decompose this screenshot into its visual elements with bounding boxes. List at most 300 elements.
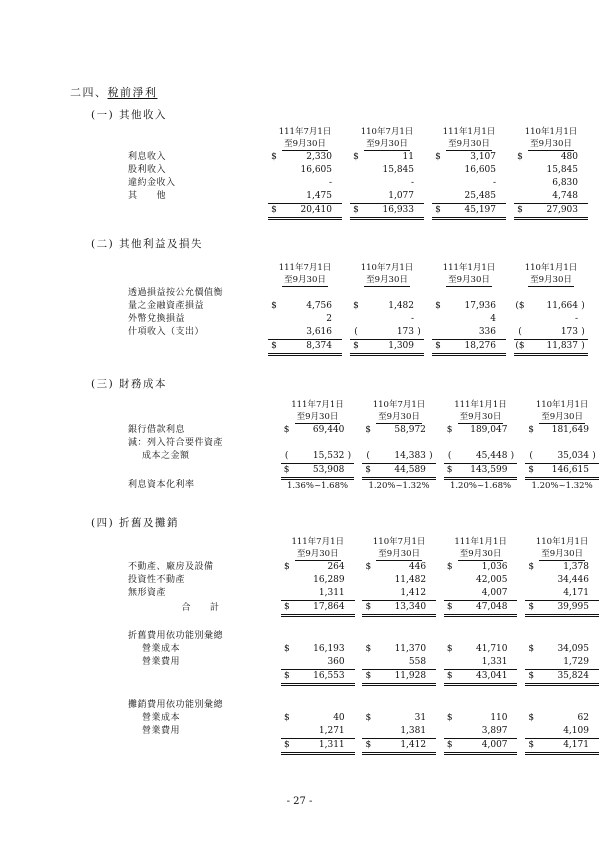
- closing-paren: [426, 656, 436, 670]
- subsection-title-depreciation-amortization: (四) 折舊及攤銷: [91, 517, 180, 529]
- column-spacer: [517, 411, 525, 424]
- closing-paren: [578, 313, 588, 326]
- column-spacer: [506, 151, 514, 164]
- closing-paren: [589, 424, 599, 437]
- closing-paren: [507, 464, 517, 479]
- amount-cell: 110: [490, 713, 508, 723]
- amount-cell: 13,340: [374, 601, 426, 616]
- closing-paren: [344, 437, 354, 450]
- column-header-text: 至9月30日: [378, 412, 420, 422]
- amount-cell: 2,330: [306, 152, 332, 162]
- row-label: 減：列入符合要件資產: [128, 438, 224, 448]
- column-header-text: 至9月30日: [459, 412, 502, 422]
- column-header: [514, 261, 588, 274]
- amount-cell: 69,440: [312, 425, 345, 435]
- currency-symbol: [268, 287, 280, 300]
- amount-cell: 1,271: [293, 725, 345, 739]
- currency-symbol: [281, 630, 293, 643]
- closing-paren: [589, 561, 599, 574]
- column-spacer: [424, 138, 432, 151]
- other-gains-losses-table: [124, 261, 588, 356]
- closing-paren: [496, 177, 506, 190]
- currency-symbol: $: [281, 670, 293, 685]
- column-spacer: [260, 274, 268, 287]
- closing-paren: [345, 587, 355, 601]
- closing-paren: [589, 712, 599, 725]
- currency-symbol: [432, 313, 444, 326]
- other-income-table: [124, 125, 588, 220]
- column-spacer: [517, 548, 525, 561]
- amount-cell: 15,845: [546, 165, 578, 175]
- amount-cell: 11: [402, 152, 414, 162]
- currency-symbol: [350, 313, 362, 326]
- amount-cell: 17,864: [293, 601, 345, 616]
- column-spacer: [260, 125, 268, 138]
- amount-cell: [362, 287, 414, 300]
- row-label: 量之金融資產損益: [128, 301, 205, 311]
- column-spacer: [424, 340, 432, 355]
- column-spacer: [260, 164, 268, 177]
- closing-paren: [508, 561, 518, 574]
- column-spacer: [436, 587, 444, 601]
- column-spacer: [517, 685, 525, 700]
- amount-cell: 1,311: [293, 587, 345, 601]
- closing-paren: [496, 287, 506, 300]
- amount-cell: 16,933: [362, 204, 414, 219]
- column-spacer: [355, 535, 363, 548]
- column-spacer: [273, 699, 281, 712]
- row-label: 違約金收入: [128, 178, 176, 188]
- closing-paren: [426, 739, 436, 754]
- closing-paren: [414, 204, 424, 219]
- closing-paren: [508, 656, 518, 670]
- column-header: [444, 398, 518, 411]
- closing-paren: [589, 739, 599, 754]
- amount-cell: 3,897: [456, 725, 508, 739]
- amount-cell: 6,830: [552, 178, 578, 188]
- column-spacer: [260, 300, 268, 313]
- currency-symbol: (: [362, 450, 374, 464]
- amount-cell: 189,047: [470, 425, 508, 435]
- amount-cell: 35,824: [537, 670, 589, 685]
- row-label: [124, 464, 273, 479]
- currency-symbol: $: [284, 644, 290, 654]
- currency-symbol: [362, 699, 374, 712]
- closing-paren: [345, 601, 355, 616]
- column-header-text: 110年1月1日: [535, 399, 589, 410]
- row-label: 投資性不動產: [128, 575, 186, 585]
- column-header-text: 111年7月1日: [278, 262, 332, 273]
- column-header: [444, 535, 518, 548]
- amount-cell: [444, 287, 496, 300]
- currency-symbol: $: [350, 340, 362, 355]
- amount-cell: 31: [414, 713, 427, 723]
- page-number: - 27 -: [286, 796, 313, 807]
- table-row: [124, 313, 588, 326]
- currency-symbol: $: [435, 152, 441, 162]
- closing-paren: [496, 313, 506, 326]
- table-header-row: [124, 411, 599, 424]
- column-spacer: [273, 574, 281, 587]
- currency-symbol: $: [284, 713, 290, 723]
- currency-symbol: $: [528, 425, 534, 435]
- table-row: [124, 699, 599, 712]
- currency-symbol: [444, 630, 456, 643]
- closing-paren: ): [589, 450, 599, 464]
- amount-cell: 11,482: [394, 575, 427, 585]
- header-spacer: [124, 261, 260, 274]
- currency-symbol: $: [271, 301, 277, 311]
- column-spacer: [355, 725, 363, 739]
- row-label: 營業費用: [142, 657, 181, 668]
- column-spacer: [273, 535, 281, 548]
- currency-symbol: $: [525, 739, 537, 754]
- column-header-text: 至9月30日: [366, 275, 408, 285]
- column-spacer: [517, 437, 525, 450]
- column-header: [362, 535, 436, 548]
- row-label: [124, 670, 273, 685]
- amount-cell: 1,311: [293, 739, 345, 754]
- column-spacer: [355, 561, 363, 574]
- column-spacer: [506, 274, 514, 287]
- closing-paren: [345, 643, 355, 656]
- amount-cell: -: [328, 178, 332, 188]
- amount-cell: [293, 630, 345, 643]
- section-number: 二四、: [70, 86, 108, 99]
- column-spacer: [273, 656, 281, 670]
- column-spacer: [354, 398, 362, 411]
- row-label: 不動產、廠房及設備: [128, 562, 214, 572]
- column-spacer: [260, 151, 268, 164]
- closing-paren: [496, 300, 506, 313]
- column-spacer: [517, 561, 525, 574]
- amount-cell: [374, 685, 426, 700]
- currency-symbol: (: [281, 450, 293, 464]
- currency-symbol: (: [514, 326, 526, 340]
- closing-paren: [414, 300, 424, 313]
- table-row: [124, 712, 599, 725]
- closing-paren: [589, 643, 599, 656]
- column-spacer: [506, 300, 514, 313]
- closing-paren: [345, 656, 355, 670]
- column-spacer: [260, 287, 268, 300]
- currency-symbol: $: [353, 152, 359, 162]
- currency-symbol: $: [281, 601, 293, 616]
- currency-symbol: [362, 725, 374, 739]
- currency-symbol: [444, 699, 456, 712]
- amount-cell: 43,041: [456, 670, 508, 685]
- column-header-text: 至9月30日: [448, 139, 490, 149]
- currency-symbol: [444, 725, 456, 739]
- row-label: [124, 204, 260, 219]
- column-header-text: 111年1月1日: [454, 399, 507, 410]
- table-row: [124, 587, 599, 601]
- column-spacer: [517, 424, 525, 437]
- column-spacer: [424, 190, 432, 204]
- currency-symbol: [281, 437, 293, 450]
- column-spacer: [424, 204, 432, 219]
- table-row: [124, 616, 599, 631]
- column-header-text: 至9月30日: [448, 275, 490, 285]
- amount-cell: -: [410, 314, 414, 324]
- column-spacer: [355, 699, 363, 712]
- column-spacer: [436, 725, 444, 739]
- column-spacer: [260, 204, 268, 219]
- currency-symbol: [281, 699, 293, 712]
- column-spacer: [517, 643, 525, 656]
- amount-cell: 4,109: [537, 725, 589, 739]
- subsection-title-finance-costs: (三) 財務成本: [91, 378, 168, 390]
- column-spacer: [342, 274, 350, 287]
- amount-cell: [456, 685, 508, 700]
- amount-cell: 16,193: [313, 644, 345, 654]
- table-row: [124, 479, 599, 494]
- column-header-text: 至9月30日: [541, 412, 583, 422]
- closing-paren: [578, 204, 588, 219]
- amount-cell: 1,729: [537, 656, 589, 670]
- column-spacer: [354, 411, 362, 424]
- column-spacer: [260, 177, 268, 190]
- column-header-text: 至9月30日: [530, 139, 572, 149]
- column-spacer: [273, 712, 281, 725]
- currency-symbol: $: [365, 713, 372, 723]
- column-spacer: [342, 326, 350, 340]
- currency-symbol: (: [350, 326, 362, 340]
- column-spacer: [342, 204, 350, 219]
- column-header-text: 至9月30日: [366, 139, 408, 149]
- column-spacer: [436, 685, 444, 700]
- closing-paren: [508, 616, 518, 631]
- column-header-text: 111年1月1日: [442, 126, 496, 137]
- currency-symbol: $: [444, 739, 456, 754]
- amount-cell: 1,331: [456, 656, 508, 670]
- column-spacer: [355, 630, 363, 643]
- closing-paren: ): [344, 450, 354, 464]
- currency-symbol: [362, 587, 374, 601]
- amount-cell: 173: [362, 326, 414, 340]
- column-spacer: [273, 670, 281, 685]
- table-row: [124, 561, 599, 574]
- currency-symbol: ($: [515, 301, 525, 311]
- closing-paren: [508, 630, 518, 643]
- currency-symbol: [444, 574, 456, 587]
- closing-paren: [426, 643, 436, 656]
- closing-paren: [332, 300, 342, 313]
- column-spacer: [355, 548, 363, 561]
- amount-cell: [537, 685, 589, 700]
- closing-paren: [345, 685, 355, 700]
- column-header: [514, 274, 588, 287]
- column-header: [444, 548, 518, 561]
- closing-paren: [332, 151, 342, 164]
- amount-cell: [374, 630, 426, 643]
- column-header: [432, 125, 506, 138]
- column-spacer: [342, 164, 350, 177]
- row-label: 合 計: [181, 602, 220, 613]
- column-header: [350, 125, 424, 138]
- currency-symbol: $: [528, 713, 535, 723]
- amount-cell: [537, 616, 589, 631]
- currency-symbol: [362, 630, 374, 643]
- closing-paren: [414, 340, 424, 355]
- column-spacer: [517, 725, 525, 739]
- column-spacer: [506, 204, 514, 219]
- amount-cell: 20,410: [280, 204, 332, 219]
- table-row: [124, 164, 588, 177]
- amount-cell: 3,107: [470, 152, 496, 162]
- closing-paren: [589, 656, 599, 670]
- header-spacer: [124, 274, 260, 287]
- amount-cell: 1,378: [563, 562, 589, 572]
- closing-paren: [496, 340, 506, 355]
- column-spacer: [273, 616, 281, 631]
- amount-cell: 39,995: [537, 601, 589, 616]
- amount-cell: [293, 685, 345, 700]
- amount-cell: [374, 616, 426, 631]
- currency-symbol: [281, 587, 293, 601]
- column-spacer: [517, 670, 525, 685]
- currency-symbol: [525, 656, 537, 670]
- column-spacer: [342, 177, 350, 190]
- currency-symbol: [268, 177, 280, 190]
- row-label: 攤銷費用依功能別彙總: [128, 700, 224, 710]
- row-label: 什項收入（支出）: [128, 327, 205, 338]
- closing-paren: [589, 616, 599, 631]
- currency-symbol: [432, 190, 444, 204]
- currency-symbol: [514, 313, 526, 326]
- currency-symbol: $: [432, 340, 444, 355]
- currency-symbol: [514, 287, 526, 300]
- closing-paren: [345, 739, 355, 754]
- currency-symbol: [514, 177, 526, 190]
- table-row: [124, 437, 599, 450]
- amount-cell: 41,710: [476, 644, 508, 654]
- column-spacer: [355, 574, 363, 587]
- column-spacer: [517, 630, 525, 643]
- amount-cell: 40: [333, 713, 345, 723]
- table-row: [124, 685, 599, 700]
- column-spacer: [436, 424, 444, 437]
- column-header: [432, 274, 506, 287]
- currency-symbol: $: [268, 204, 280, 219]
- column-spacer: [517, 699, 525, 712]
- column-header: [432, 138, 506, 151]
- amount-cell: 34,095: [557, 644, 589, 654]
- column-spacer: [424, 287, 432, 300]
- closing-paren: [508, 685, 518, 700]
- closing-paren: [496, 326, 506, 340]
- amount-cell: 1,309: [362, 340, 414, 355]
- column-header-text: 至9月30日: [541, 549, 583, 559]
- column-spacer: [355, 616, 363, 631]
- currency-symbol: $: [284, 562, 290, 572]
- currency-symbol: $: [281, 464, 293, 479]
- amount-cell: 1,475: [280, 190, 332, 204]
- closing-paren: [426, 699, 436, 712]
- column-spacer: [506, 190, 514, 204]
- header-spacer: [124, 138, 260, 151]
- column-spacer: [436, 548, 444, 561]
- currency-symbol: [268, 164, 280, 177]
- column-header: [444, 411, 518, 424]
- currency-symbol: $: [362, 739, 374, 754]
- amount-cell: 4,756: [306, 301, 332, 311]
- amount-cell: [526, 287, 578, 300]
- column-spacer: [424, 125, 432, 138]
- amount-cell: 16,605: [300, 165, 332, 175]
- row-label: 銀行借款利息: [128, 425, 186, 435]
- currency-symbol: $: [525, 464, 537, 479]
- table-header-row: [124, 274, 588, 287]
- currency-symbol: $: [525, 601, 537, 616]
- currency-symbol: $: [281, 739, 293, 754]
- currency-symbol: [514, 164, 526, 177]
- column-spacer: [436, 739, 444, 754]
- amount-cell: [537, 630, 589, 643]
- column-spacer: [355, 685, 363, 700]
- column-spacer: [424, 274, 432, 287]
- table-row: [124, 739, 599, 754]
- closing-paren: [578, 164, 588, 177]
- amount-cell: [374, 437, 426, 450]
- column-spacer: [273, 398, 281, 411]
- row-label: [124, 739, 273, 754]
- currency-symbol: [444, 616, 456, 631]
- column-spacer: [273, 411, 281, 424]
- currency-symbol: [281, 574, 293, 587]
- currency-symbol: [268, 326, 280, 340]
- column-spacer: [517, 601, 525, 616]
- currency-symbol: [268, 190, 280, 204]
- currency-symbol: [362, 656, 374, 670]
- column-spacer: [436, 601, 444, 616]
- rate-cell: 1.20%~1.32%: [531, 481, 593, 491]
- closing-paren: ): [426, 450, 436, 464]
- closing-paren: [589, 630, 599, 643]
- currency-symbol: [350, 177, 362, 190]
- column-header: [268, 138, 342, 151]
- currency-symbol: [444, 587, 456, 601]
- column-spacer: [436, 561, 444, 574]
- column-spacer: [354, 450, 362, 464]
- column-header: [514, 125, 588, 138]
- closing-paren: [508, 574, 518, 587]
- column-header: [350, 138, 424, 151]
- column-spacer: [355, 601, 363, 616]
- section-heading: 稅前淨利: [107, 86, 158, 99]
- currency-symbol: $: [268, 340, 280, 355]
- column-header-text: 110年7月1日: [360, 262, 414, 273]
- column-spacer: [517, 739, 525, 754]
- column-spacer: [424, 261, 432, 274]
- column-spacer: [424, 326, 432, 340]
- currency-symbol: $: [446, 562, 453, 572]
- column-spacer: [436, 712, 444, 725]
- currency-symbol: $: [514, 204, 526, 219]
- closing-paren: [589, 601, 599, 616]
- column-header: [432, 261, 506, 274]
- amount-cell: 47,048: [456, 601, 508, 616]
- column-spacer: [273, 725, 281, 739]
- closing-paren: [332, 190, 342, 204]
- amount-cell: [537, 437, 589, 450]
- currency-symbol: [350, 190, 362, 204]
- closing-paren: [345, 712, 355, 725]
- amount-cell: 62: [577, 713, 589, 723]
- column-header-text: 110年7月1日: [372, 536, 426, 547]
- column-header-text: 至9月30日: [296, 412, 339, 422]
- amount-cell: [374, 699, 426, 712]
